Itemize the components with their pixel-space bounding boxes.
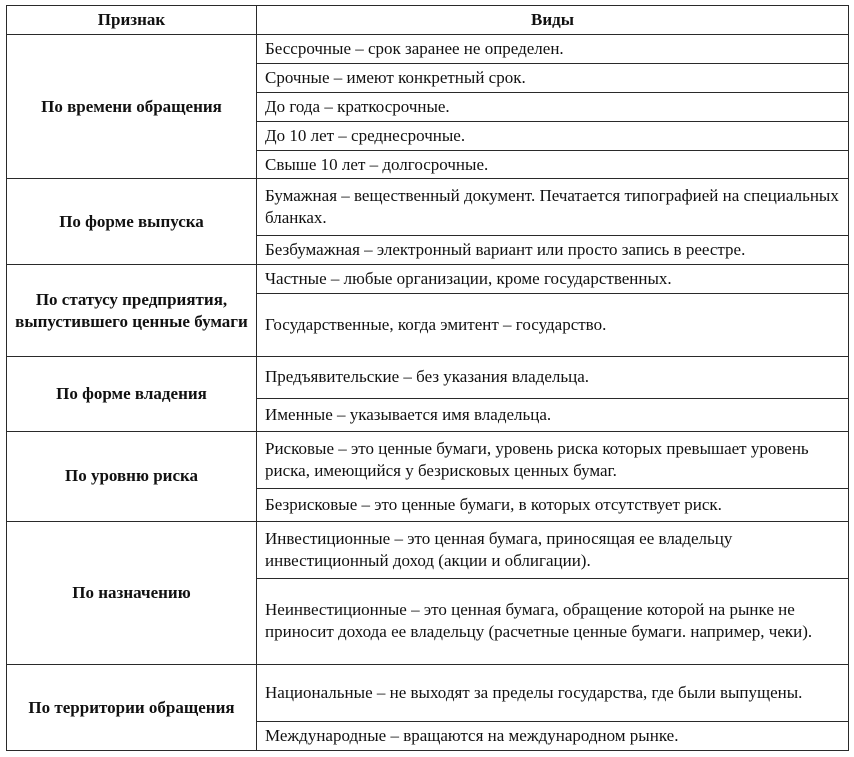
kind-cell: Международные – вращаются на международном рынке. bbox=[257, 722, 849, 751]
header-row bbox=[7, 6, 849, 35]
kind-cell: Бессрочные – срок заранее не определен. bbox=[257, 35, 849, 64]
feature-cell: По уровню риска bbox=[7, 432, 257, 522]
table-row bbox=[7, 521, 849, 578]
kind-cell: Бумажная – вещественный документ. Печатается типографией на специальных бланках. bbox=[257, 179, 849, 236]
kind-cell: Инвестиционные – это ценная бумага, приносящая ее владельцу инвестиционный доход (акции и облигации). bbox=[257, 521, 849, 578]
table-row bbox=[7, 179, 849, 236]
kind-cell: Безбумажная – электронный вариант или просто запись в реестре. bbox=[257, 236, 849, 265]
header-feature: Признак bbox=[7, 6, 257, 35]
kind-cell: Неинвестиционные – это ценная бумага, обращение которой на рынке не приносит дохода ее владельцу (расчетные ценные бумаги. например, чеки). bbox=[257, 578, 849, 665]
table-row bbox=[7, 665, 849, 722]
feature-cell: По статусу предприятия, выпустившего ценные бумаги bbox=[7, 265, 257, 357]
kind-cell: До 10 лет – среднесрочные. bbox=[257, 121, 849, 150]
table-row bbox=[7, 265, 849, 294]
feature-cell: По форме выпуска bbox=[7, 179, 257, 265]
kind-cell: Именные – указывается имя владельца. bbox=[257, 398, 849, 431]
kind-cell: Срочные – имеют конкретный срок. bbox=[257, 63, 849, 92]
kind-cell: До года – краткосрочные. bbox=[257, 92, 849, 121]
kind-cell: Государственные, когда эмитент – государство. bbox=[257, 293, 849, 356]
feature-cell: По времени обращения bbox=[7, 35, 257, 179]
kind-cell: Предъявительские – без указания владельца. bbox=[257, 357, 849, 399]
feature-cell: По форме владения bbox=[7, 357, 257, 432]
kind-cell: Рисковые – это ценные бумаги, уровень риска которых превышает уровень риска, имеющийся у безрисковых ценных бумаг. bbox=[257, 432, 849, 489]
table-row bbox=[7, 432, 849, 489]
header-kinds: Виды bbox=[257, 6, 849, 35]
kind-cell: Частные – любые организации, кроме государственных. bbox=[257, 265, 849, 294]
feature-cell: По назначению bbox=[7, 521, 257, 664]
securities-classification-table bbox=[6, 5, 849, 751]
table-row bbox=[7, 35, 849, 64]
kind-cell: Безрисковые – это ценные бумаги, в которых отсутствует риск. bbox=[257, 488, 849, 521]
feature-cell: По территории обращения bbox=[7, 665, 257, 751]
kind-cell: Свыше 10 лет – долгосрочные. bbox=[257, 150, 849, 179]
kind-cell: Национальные – не выходят за пределы государства, где были выпущены. bbox=[257, 665, 849, 722]
table-row bbox=[7, 357, 849, 399]
